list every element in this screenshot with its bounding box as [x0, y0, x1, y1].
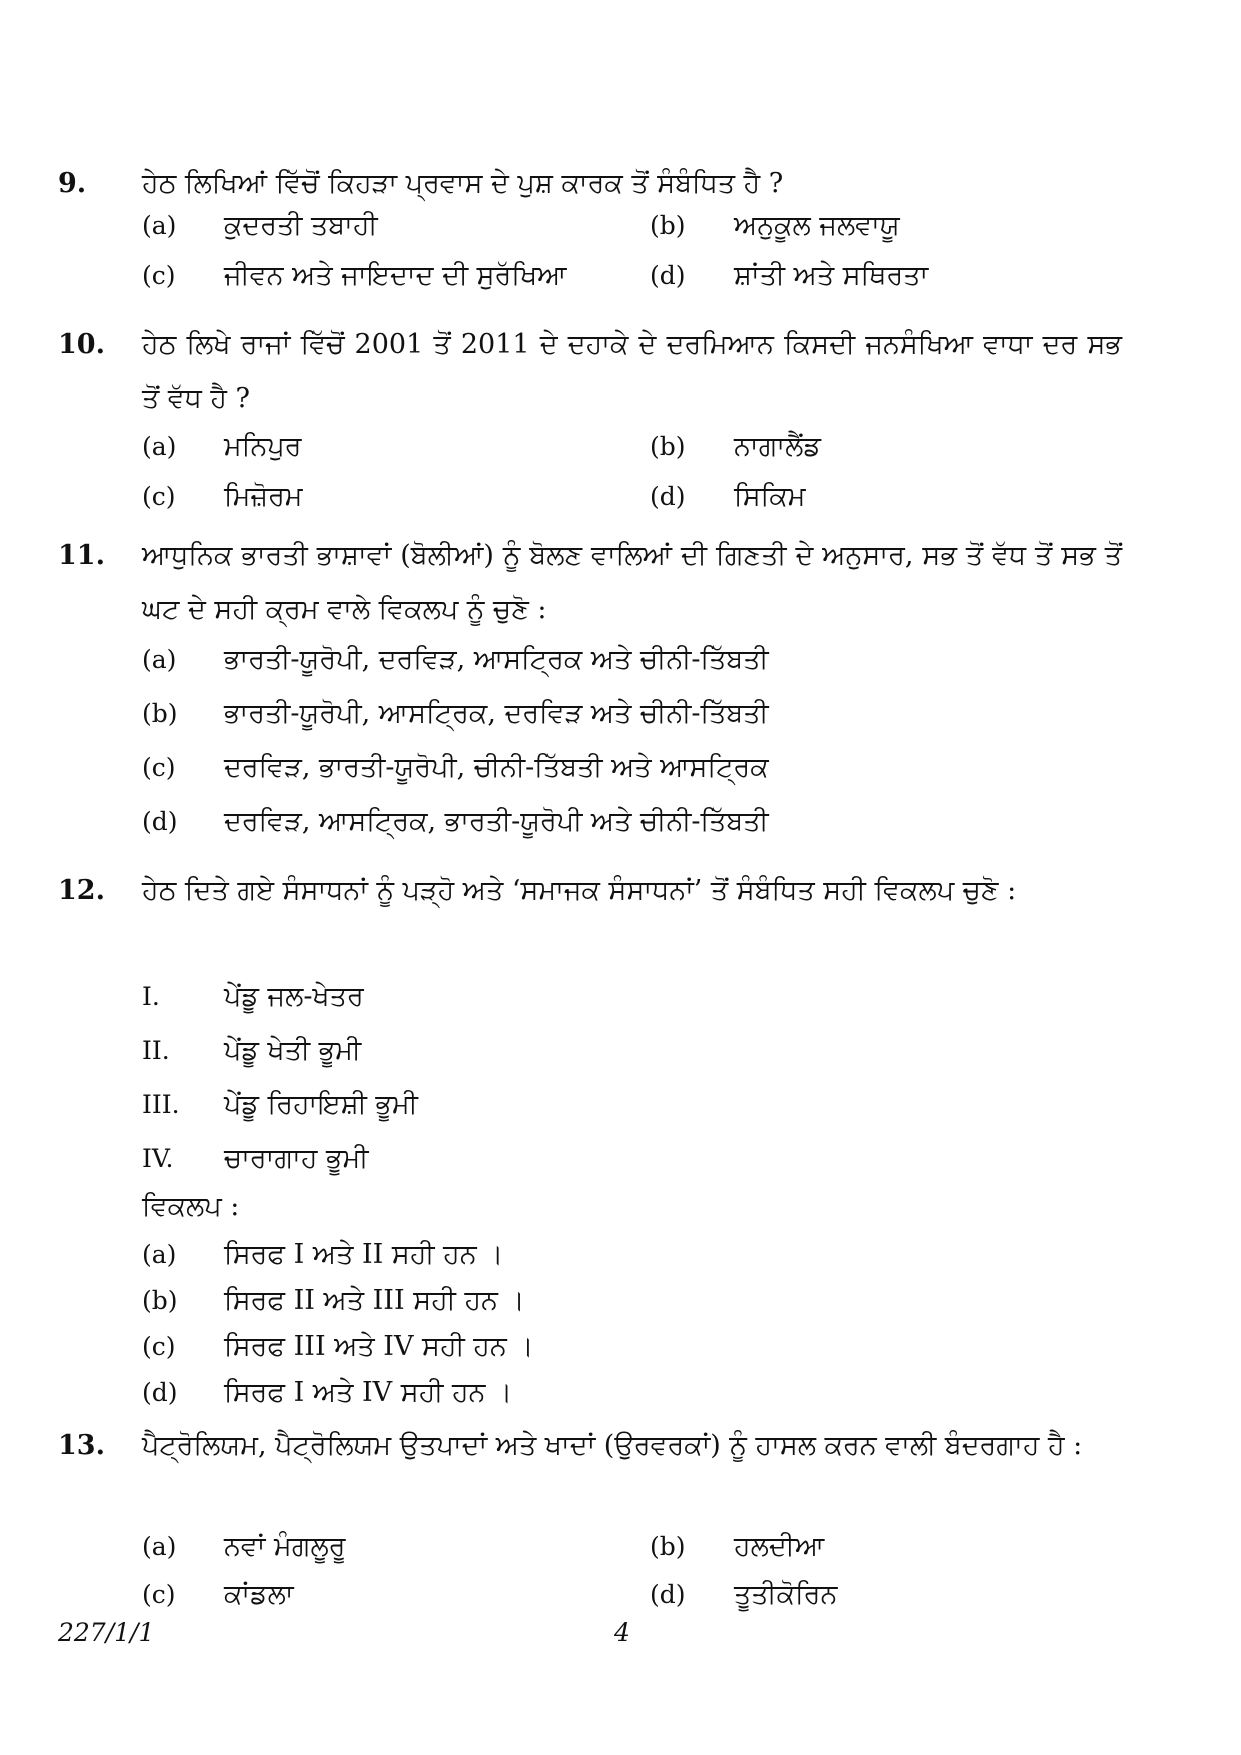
- question-number: 10.: [58, 329, 105, 360]
- option-label: (a): [142, 645, 177, 674]
- question-number: 11.: [58, 540, 105, 571]
- item-text: ਪੇਂਡੂ ਖੇਤੀ ਭੂਮੀ: [224, 1035, 362, 1066]
- question-text: ਪੈਟ੍ਰੋਲਿਯਮ, ਪੈਟ੍ਰੋਲਿਯਮ ਉਤਪਾਦਾਂ ਅਤੇ ਖਾਦਾਂ (ਉਰਵਰਕਾਂ) ਨੂੰ ਹਾਸਲ ਕਰਨ ਵਾਲੀ ਬੰਦਰਗਾਹ ਹੈ :: [142, 1430, 1083, 1461]
- option-text: ਨਾਗਾਲੈਂਡ: [734, 431, 821, 462]
- option-label: (c): [142, 482, 176, 511]
- option-text: ਸਿਰਫ I ਅਤੇ II ਸਹੀ ਹਨ ।: [224, 1239, 504, 1270]
- paper-code: 227/1/1: [58, 1618, 155, 1647]
- option-text: ਤੂਤੀਕੋਰਿਨ: [734, 1579, 838, 1610]
- option-text: ਸਿਰਫ II ਅਤੇ III ਸਹੀ ਹਨ ।: [224, 1285, 525, 1316]
- item-label: I.: [142, 982, 160, 1011]
- option-text: ਸਿਰਫ I ਅਤੇ IV ਸਹੀ ਹਨ ।: [224, 1377, 513, 1408]
- option-text: ਅਨੁਕੂਲ ਜਲਵਾਯੂ: [734, 210, 900, 241]
- option-label: (a): [142, 211, 177, 240]
- option-label: (d): [142, 1378, 178, 1407]
- page-number: 4: [614, 1618, 630, 1647]
- option-text: ਸਿਰਫ III ਅਤੇ IV ਸਹੀ ਹਨ ।: [224, 1331, 534, 1362]
- option-label: (c): [142, 1580, 176, 1609]
- question-text: ਹੇਠ ਲਿਖੇ ਰਾਜਾਂ ਵਿੱਚੋਂ 2001 ਤੋਂ 2011 ਦੇ ਦਹਾਕੇ ਦੇ ਦਰਮਿਆਨ ਕਿਸਦੀ ਜਨਸੰਖਿਆ ਵਾਧਾ ਦਰ ਸਭ ਤੋਂ ਵੱਧ ਹੈ ?: [142, 329, 1122, 414]
- option-label: (b): [142, 1286, 178, 1315]
- option-text: ਸ਼ਾਂਤੀ ਅਤੇ ਸਥਿਰਤਾ: [734, 260, 929, 291]
- item-label: II.: [142, 1036, 170, 1065]
- question-text: ਆਧੁਨਿਕ ਭਾਰਤੀ ਭਾਸ਼ਾਵਾਂ (ਬੋਲੀਆਂ) ਨੂੰ ਬੋਲਣ ਵਾਲਿਆਂ ਦੀ ਗਿਣਤੀ ਦੇ ਅਨੁਸਾਰ, ਸਭ ਤੋਂ ਵੱਧ ਤੋਂ ਸਭ ਤੋਂ ਘਟ ਦੇ ਸਹੀ ਕ੍ਰਮ ਵਾਲੇ ਵਿਕਲਪ ਨੂੰ ਚੁਣੋ :: [142, 540, 1122, 625]
- choices-heading: ਵਿਕਲਪ :: [142, 1191, 240, 1222]
- item-text: ਚਾਰਾਗਾਹ ਭੂਮੀ: [224, 1143, 369, 1174]
- option-text: ਜੀਵਨ ਅਤੇ ਜਾਇਦਾਦ ਦੀ ਸੁਰੱਖਿਆ: [224, 260, 567, 291]
- item-label: III.: [142, 1090, 180, 1119]
- option-label: (b): [650, 1532, 686, 1561]
- option-text: ਕਾਂਡਲਾ: [224, 1579, 294, 1610]
- option-label: (d): [650, 1580, 686, 1609]
- option-text: ਨਵਾਂ ਮੰਗਲੂਰੂ: [224, 1531, 346, 1562]
- question-number: 12.: [58, 875, 105, 906]
- option-label: (c): [142, 261, 176, 290]
- option-label: (b): [142, 699, 178, 728]
- option-label: (a): [142, 1240, 177, 1269]
- option-text: ਭਾਰਤੀ-ਯੂਰੋਪੀ, ਆਸਟ੍ਰਿਕ, ਦਰਵਿੜ ਅਤੇ ਚੀਨੀ-ਤਿੱਬਤੀ: [224, 698, 769, 729]
- option-label: (d): [650, 261, 686, 290]
- option-label: (a): [142, 432, 177, 461]
- question-number: 9.: [58, 168, 87, 199]
- option-text: ਹਲਦੀਆ: [734, 1531, 825, 1562]
- question-text: ਹੇਠ ਲਿਖਿਆਂ ਵਿੱਚੋਂ ਕਿਹੜਾ ਪ੍ਰਵਾਸ ਦੇ ਪੁਸ਼ ਕਾਰਕ ਤੋਂ ਸੰਬੰਧਿਤ ਹੈ ?: [142, 168, 784, 199]
- item-text: ਪੇਂਡੂ ਰਿਹਾਇਸ਼ੀ ਭੂਮੀ: [224, 1089, 418, 1120]
- option-label: (d): [142, 807, 178, 836]
- option-label: (c): [142, 1332, 176, 1361]
- option-text: ਦਰਵਿੜ, ਭਾਰਤੀ-ਯੂਰੋਪੀ, ਚੀਨੀ-ਤਿੱਬਤੀ ਅਤੇ ਆਸਟ੍ਰਿਕ: [224, 752, 769, 783]
- option-label: (c): [142, 753, 176, 782]
- item-label: IV.: [142, 1144, 174, 1173]
- option-label: (a): [142, 1532, 177, 1561]
- option-label: (b): [650, 432, 686, 461]
- option-text: ਭਾਰਤੀ-ਯੂਰੋਪੀ, ਦਰਵਿੜ, ਆਸਟ੍ਰਿਕ ਅਤੇ ਚੀਨੀ-ਤਿੱਬਤੀ: [224, 644, 769, 675]
- question-text: ਹੇਠ ਦਿਤੇ ਗਏ ਸੰਸਾਧਨਾਂ ਨੂੰ ਪੜ੍ਹੋ ਅਤੇ ‘ਸਮਾਜਕ ਸੰਸਾਧਨਾਂ’ ਤੋਂ ਸੰਬੰਧਿਤ ਸਹੀ ਵਿਕਲਪ ਚੁਣੋ :: [142, 875, 1017, 906]
- question-number: 13.: [58, 1430, 105, 1461]
- option-text: ਸਿਕਿਮ: [734, 481, 806, 512]
- option-label: (d): [650, 482, 686, 511]
- option-text: ਮਿਜ਼ੋਰਮ: [224, 481, 303, 512]
- option-text: ਦਰਵਿੜ, ਆਸਟ੍ਰਿਕ, ਭਾਰਤੀ-ਯੂਰੋਪੀ ਅਤੇ ਚੀਨੀ-ਤਿੱਬਤੀ: [224, 806, 769, 837]
- option-label: (b): [650, 211, 686, 240]
- item-text: ਪੇਂਡੂ ਜਲ-ਖੇਤਰ: [224, 981, 364, 1012]
- option-text: ਮਨਿਪੁਰ: [224, 431, 302, 462]
- option-text: ਕੁਦਰਤੀ ਤਬਾਹੀ: [224, 210, 378, 241]
